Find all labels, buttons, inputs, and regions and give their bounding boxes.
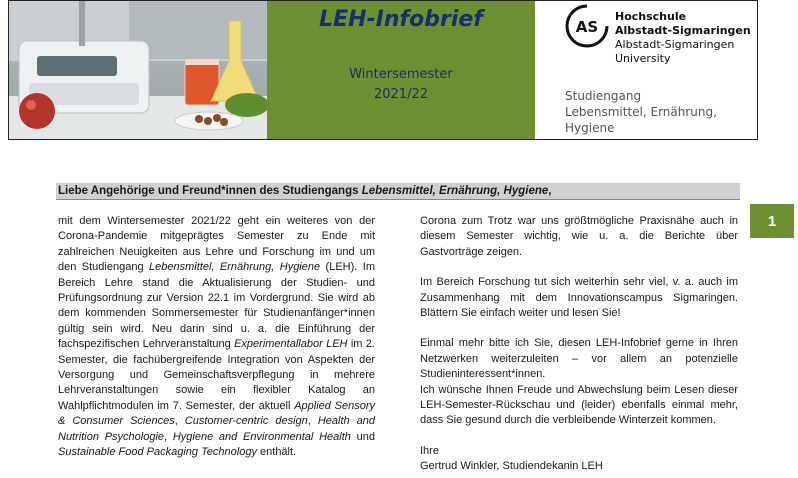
university-branding [535,1,758,140]
university-name: Hochschule Albstadt-Sigmaringen Albstadt-Sigmaringen University [615,10,751,65]
university-logo [565,4,609,48]
page-number-badge: 1 [750,204,794,238]
signature: Gertrud Winkler, Studiendekanin LEH [420,460,603,473]
letter-left-column [58,214,375,461]
newsletter-title: LEH-Infobrief [319,7,483,32]
lab-photo-illustration [9,1,267,140]
paragraph-practice: Corona zum Trotz war uns größtmögliche Praxisnähe auch in diesem Semester wichtig, wie u. a. die Berichte über Gastvorträge zeigen. [420,215,738,258]
svg-text:AS: AS [575,18,599,36]
lab-photo [9,1,267,140]
letter-right-column [420,214,738,475]
program-name: Studiengang Lebensmittel, Ernährung, Hygiene [565,89,717,135]
salutation-heading: Liebe Angehörige und Freund*innen des Studiengangs Lebensmittel, Ernährung, Hygiene, [56,183,740,200]
intro-paragraph: mit dem Wintersemester 2021/22 geht ein weiteres von der Corona-Pandemie mitgeprägtes Semester zu Ende mit zahlreichen Neuigkeiten aus Lehre und Forschung im und um den Studiengang Lebensmittel, Ernährung, Hygiene (LEH). Im Bereich Lehre stand die Aktualisierung der Studien- und Prüfungsordnung zur Version 22.1 im Vordergrund. Sie wird ab dem kommenden Sommersemester für Studienanfänger*innen gültig sein wird. Neu darin sind u. a. die Einführung der fachspezifischen Lehrveranstaltung Experimentallabor LEH im 2. Semester, die fachübergreifende Integration von Aspekten der Versorgung und Gemeinschaftsverpflegung in mehrere Lehrveranstaltungen sowie ein flexibler Katalog an Wahlpflichtmodulen im 7. Semester, der aktuell Applied Sensory & Consumer Sciences, Customer-centric design, Health and Nutrition Psychologie, Hygiene and Environmental Health und Sustainable Food Packaging Technology enthält. [58,215,376,459]
title-panel [267,1,535,140]
semester-label: Wintersemester 2021/22 [349,67,453,102]
closing: Ihre [420,444,439,457]
paragraph-share: Einmal mehr bitte ich Sie, diesen LEH-Infobrief gerne in Ihren Netzwerken weiterzuleiten – vor allem an potenzielle Studieninteressent*innen. [420,337,738,381]
paragraph-research: Im Bereich Forschung tut sich weiterhin sehr viel, v. a. auch im Zusammenhang mit dem Innovationscampus Sigmaringen. Blättern Sie einfach weiter und lesen Sie! [420,276,738,320]
header-banner [8,0,758,140]
paragraph-wishes: Ich wünsche Ihnen Freude und Abwechslung beim Lesen dieser LEH-Semester-Rückschau und (leider) ebenfalls einmal mehr, dass Sie gesund durch die verbleibende Winterzeit kommen. [420,383,738,427]
